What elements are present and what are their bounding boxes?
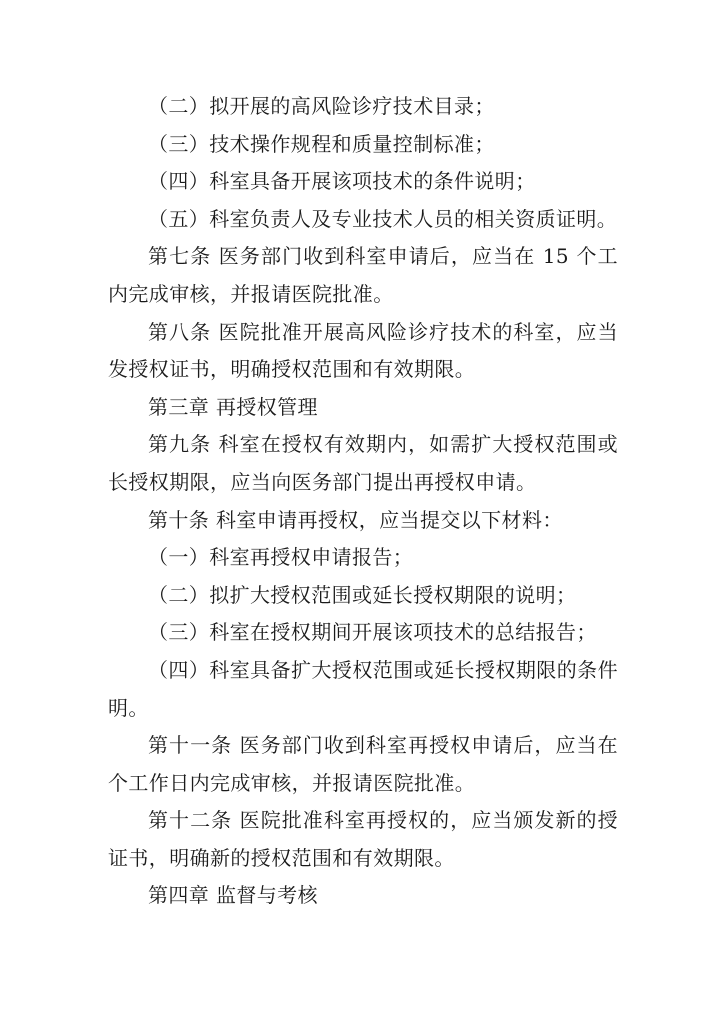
text-line: 证书，明确新的授权范围和有效期限。 (108, 845, 455, 870)
text-line: （二）拟扩大授权范围或延长授权期限的说明； (148, 582, 577, 607)
text-line: 第九条 科室在授权有效期内，如需扩大授权范围或 (148, 432, 618, 457)
text-line: （三）技术操作规程和质量控制标准； (148, 131, 495, 156)
document-body (108, 88, 618, 915)
text-line: 第七条 医务部门收到科室申请后，应当在 15 个工 (148, 244, 618, 269)
text-line: 第十二条 医院批准科室再授权的，应当颁发新的授 (148, 808, 618, 833)
text-line: 明。 (108, 695, 149, 720)
text-line: （五）科室负责人及专业技术人员的相关资质证明。 (148, 206, 618, 231)
text-line: （一）科室再授权申请报告； (148, 545, 414, 570)
text-line: 发授权证书，明确授权范围和有效期限。 (108, 357, 476, 382)
text-line: 第四章 监督与考核 (148, 883, 318, 908)
text-line: （四）科室具备开展该项技术的条件说明； (148, 169, 536, 194)
text-line: （二）拟开展的高风险诊疗技术目录； (148, 94, 495, 118)
text-line: 长授权期限，应当向医务部门提出再授权申请。 (108, 469, 537, 494)
text-line: 第三章 再授权管理 (148, 394, 318, 419)
text-line: （四）科室具备扩大授权范围或延长授权期限的条件 (148, 657, 618, 682)
text-line: 内完成审核，并报请医院批准。 (108, 281, 394, 306)
text-line: 第十条 科室申请再授权，应当提交以下材料： (148, 507, 563, 532)
text-line: 第十一条 医务部门收到科室再授权申请后，应当在 (148, 733, 618, 758)
text-line: 个工作日内完成审核，并报请医院批准。 (108, 770, 476, 795)
document-page (108, 88, 618, 915)
text-line: （三）科室在授权期间开展该项技术的总结报告； (148, 620, 597, 645)
text-line: 第八条 医院批准开展高风险诊疗技术的科室，应当 (148, 319, 618, 344)
